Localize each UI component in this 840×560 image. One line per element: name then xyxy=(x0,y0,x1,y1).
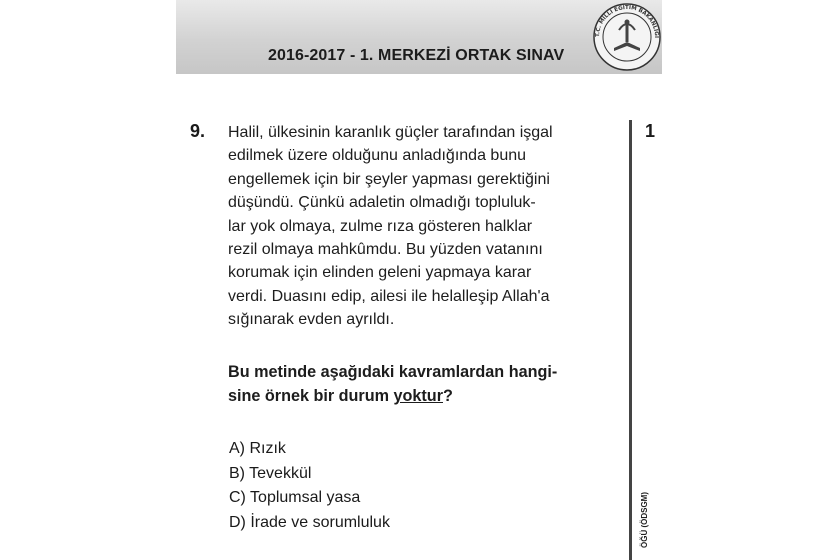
option-b[interactable]: B) Tevekkül xyxy=(229,464,312,482)
passage-line: düşündü. Çünkü adaletin olmadığı topluluk- xyxy=(228,194,536,212)
passage-line: verdi. Duasını edip, ailesi ile helalleşip Allah'a xyxy=(228,287,550,305)
option-a[interactable]: A) Rızık xyxy=(229,440,286,457)
passage-line: engellemek için bir şeyler yapması gerektiğini xyxy=(228,170,550,188)
side-code-text: ÖĞÜ (ÖDSGM) xyxy=(640,492,649,548)
option-c[interactable]: C) Toplumsal yasa xyxy=(229,489,361,506)
passage-line: sığınarak evden ayrıldı. xyxy=(228,311,395,329)
side-code xyxy=(632,470,648,560)
prompt-line-2 xyxy=(228,384,628,408)
question-number: 9. xyxy=(190,121,206,141)
prompt-line-1: Bu metinde aşağıdaki kavramlardan hangi- xyxy=(228,363,558,381)
exam-title: 2016-2017 - 1. MERKEZİ ORTAK SINAV xyxy=(268,47,565,64)
passage-line: rezil olmaya mahkûmdu. Bu yüzden vatanını xyxy=(228,241,543,259)
prompt-text: sine örnek bir durum xyxy=(228,387,394,405)
passage-line: korumak için elinden geleni yapmaya karar xyxy=(228,264,532,282)
passage-line: Halil, ülkesinin karanlık güçler tarafından işgal xyxy=(228,124,553,141)
passage-line: edilmek üzere olduğunu anladığında bunu xyxy=(228,147,527,165)
seal-text: T.C. MİLLÎ EĞİTİM BAKANLIĞI xyxy=(594,4,660,39)
passage-line: lar yok olmaya, zulme rıza gösteren halklar xyxy=(228,217,533,235)
ministry-seal-logo xyxy=(592,2,662,72)
answer-options xyxy=(229,437,390,535)
prompt-underlined-word: yoktur xyxy=(393,387,443,405)
question-prompt xyxy=(228,360,628,408)
option-d[interactable]: D) İrade ve sorumluluk xyxy=(229,513,390,531)
question-passage xyxy=(228,121,628,332)
prompt-question-mark: ? xyxy=(443,387,453,405)
page-number: 1 xyxy=(645,121,656,141)
